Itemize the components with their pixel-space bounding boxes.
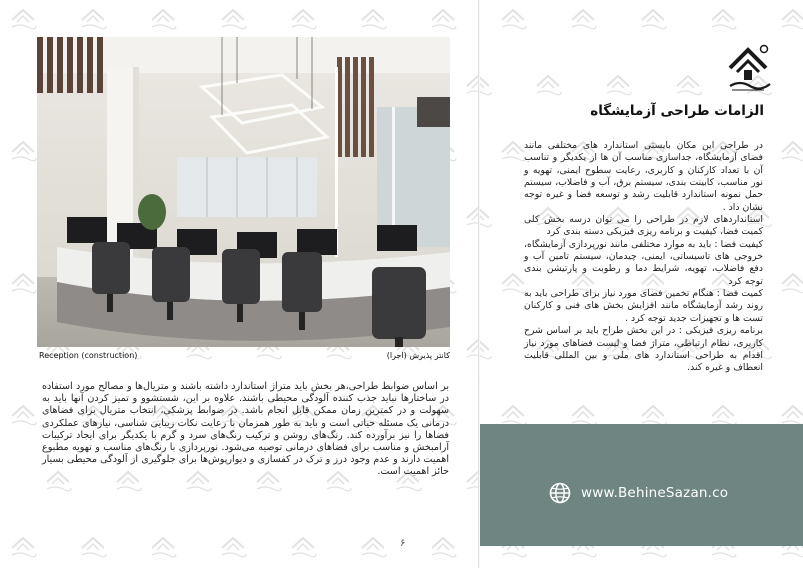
website-link[interactable]: www.BehineSazan.co xyxy=(581,485,729,501)
watermark-logo-icon xyxy=(778,270,803,294)
paragraph-quality: کیفیت فضا : باید به موارد مختلفی مانند نورپردازی آزمایشگاه، خروجی های تاسیساتی، ایمنی، چیدمان، سیستم تامین آب و دفع فاضلاب، تهویه، شرایط دما و رطوبت و پارتیشن بندی توجه کرد xyxy=(524,238,763,287)
watermark-logo-icon xyxy=(218,534,248,558)
watermark-logo-icon xyxy=(673,72,703,96)
watermark-logo-icon xyxy=(8,270,38,294)
paragraph-standards: استانداردهای لازم در طراحی را می توان درسه بخش کلی کمیت فضا، کیفیت و برنامه ریزی فیزیکی دسته بندی کرد xyxy=(524,214,763,238)
watermark-logo-icon xyxy=(498,6,528,30)
watermark-logo-icon xyxy=(288,6,318,30)
watermark-logo-icon xyxy=(8,534,38,558)
website-row[interactable] xyxy=(549,481,728,505)
watermark-logo-icon xyxy=(778,6,803,30)
watermark-logo-icon xyxy=(78,6,108,30)
watermark-logo-icon xyxy=(568,6,598,30)
watermark-logo-icon xyxy=(428,6,458,30)
globe-icon xyxy=(549,482,571,504)
watermark-logo-icon xyxy=(288,534,318,558)
watermark-logo-icon xyxy=(218,6,248,30)
page-title: الزامات طراحی آزمایشگاه xyxy=(590,103,764,119)
watermark-logo-icon xyxy=(708,402,738,426)
watermark-logo-icon xyxy=(708,6,738,30)
watermark-logo-icon xyxy=(8,138,38,162)
watermark-logo-icon xyxy=(148,534,178,558)
left-body-text: بر اساس ضوابط طراحی،هر بخش باید متراژ استاندارد داشته باشند و متریال‌ها و مصالح مورد استفاده در ساختارها نباید جذب کننده آلودگی محیطی باشند. علاوه بر این، شستشوو و تمیز کردن آنها باید به سهولت و در کمترین زمان ممکن قابل انجام باشد. در ضوابط پزشکی، انتخاب متریال برای فضاهای درمانی یک مسئله حیاتی است و باید به طور همزمان با رعایت نکات زیبایی شناسی، نیازهای عملکردی فضاها را نیز برآورده کند. رنگ‌های روشن و ترکیب رنگ‌های سرد و گرم با یکدیگر برای ایجاد ترکیبات آرامبخش و مناسب برای فضاهای درمانی توصیه می‌شود. نورپردازی با رنگ‌های مناسب و تهویه مطبوع اهمیت دارند و عدم وجود درز و ترک در کفسازی و دیوارپوش‌ها برای جلوگیری از آلودگی محیطی بسیار حائز اهمیت است. xyxy=(42,381,449,478)
watermark-logo-icon xyxy=(498,402,528,426)
watermark-logo-icon xyxy=(428,534,458,558)
watermark-logo-icon xyxy=(568,402,598,426)
watermark-logo-icon xyxy=(778,402,803,426)
watermark-logo-icon xyxy=(358,534,388,558)
reception-photo xyxy=(37,37,450,347)
photo-caption-english: Reception (construction) xyxy=(39,351,138,360)
watermark-logo-icon xyxy=(638,6,668,30)
watermark-logo-icon xyxy=(603,72,633,96)
watermark-logo-icon xyxy=(358,6,388,30)
watermark-logo-icon xyxy=(638,402,668,426)
watermark-logo-icon xyxy=(148,6,178,30)
page-number: ۶ xyxy=(400,538,406,549)
watermark-logo-icon xyxy=(78,534,108,558)
paragraph-quantity: کمیت فضا : هنگام تخمین فضای مورد نیاز برای طراحی باید به روند رشد آزمایشگاه مانند افزایش بخش های فنی و کارکنان تست ها و تجهیزات جدید توجه کرد . xyxy=(524,288,763,324)
photo-caption-persian: کانتر پذیرش (اجرا) xyxy=(386,351,450,360)
watermark-logo-icon xyxy=(533,72,563,96)
watermark-logo-icon xyxy=(8,6,38,30)
house-logo-icon xyxy=(724,42,774,94)
right-body-text xyxy=(524,140,763,375)
paragraph-planning: برنامه ریزی فیزیکی : در این بخش طراح باید بر اساس شرح کاربری، نظام ارتباطی، متراژ فضا و لیست فضاهای مورد نیاز اقدام به طراحی استاندارد های ملی و بین المللی قابلیت انعطاف و غیره کند. xyxy=(524,325,763,374)
paragraph-intro: در طراحی این مکان بایستی استاندارد های مختلفی مانند فضای آزمایشگاه، جداسازی مناسب آن ها از یکدیگر و تناسب آن با تعداد کارکنان و کاربری، رعایت سطوح ایمنی، تهویه و نور مناسب، کابینت بندی، سیستم برق، آب و فاضلاب، سیستم حمل نمونه استاندارد قابلیت رشد و توسعه فضا و غیره توجه نشان داد . xyxy=(524,140,763,213)
watermark-logo-icon xyxy=(778,138,803,162)
watermark-logo-icon xyxy=(8,402,38,426)
